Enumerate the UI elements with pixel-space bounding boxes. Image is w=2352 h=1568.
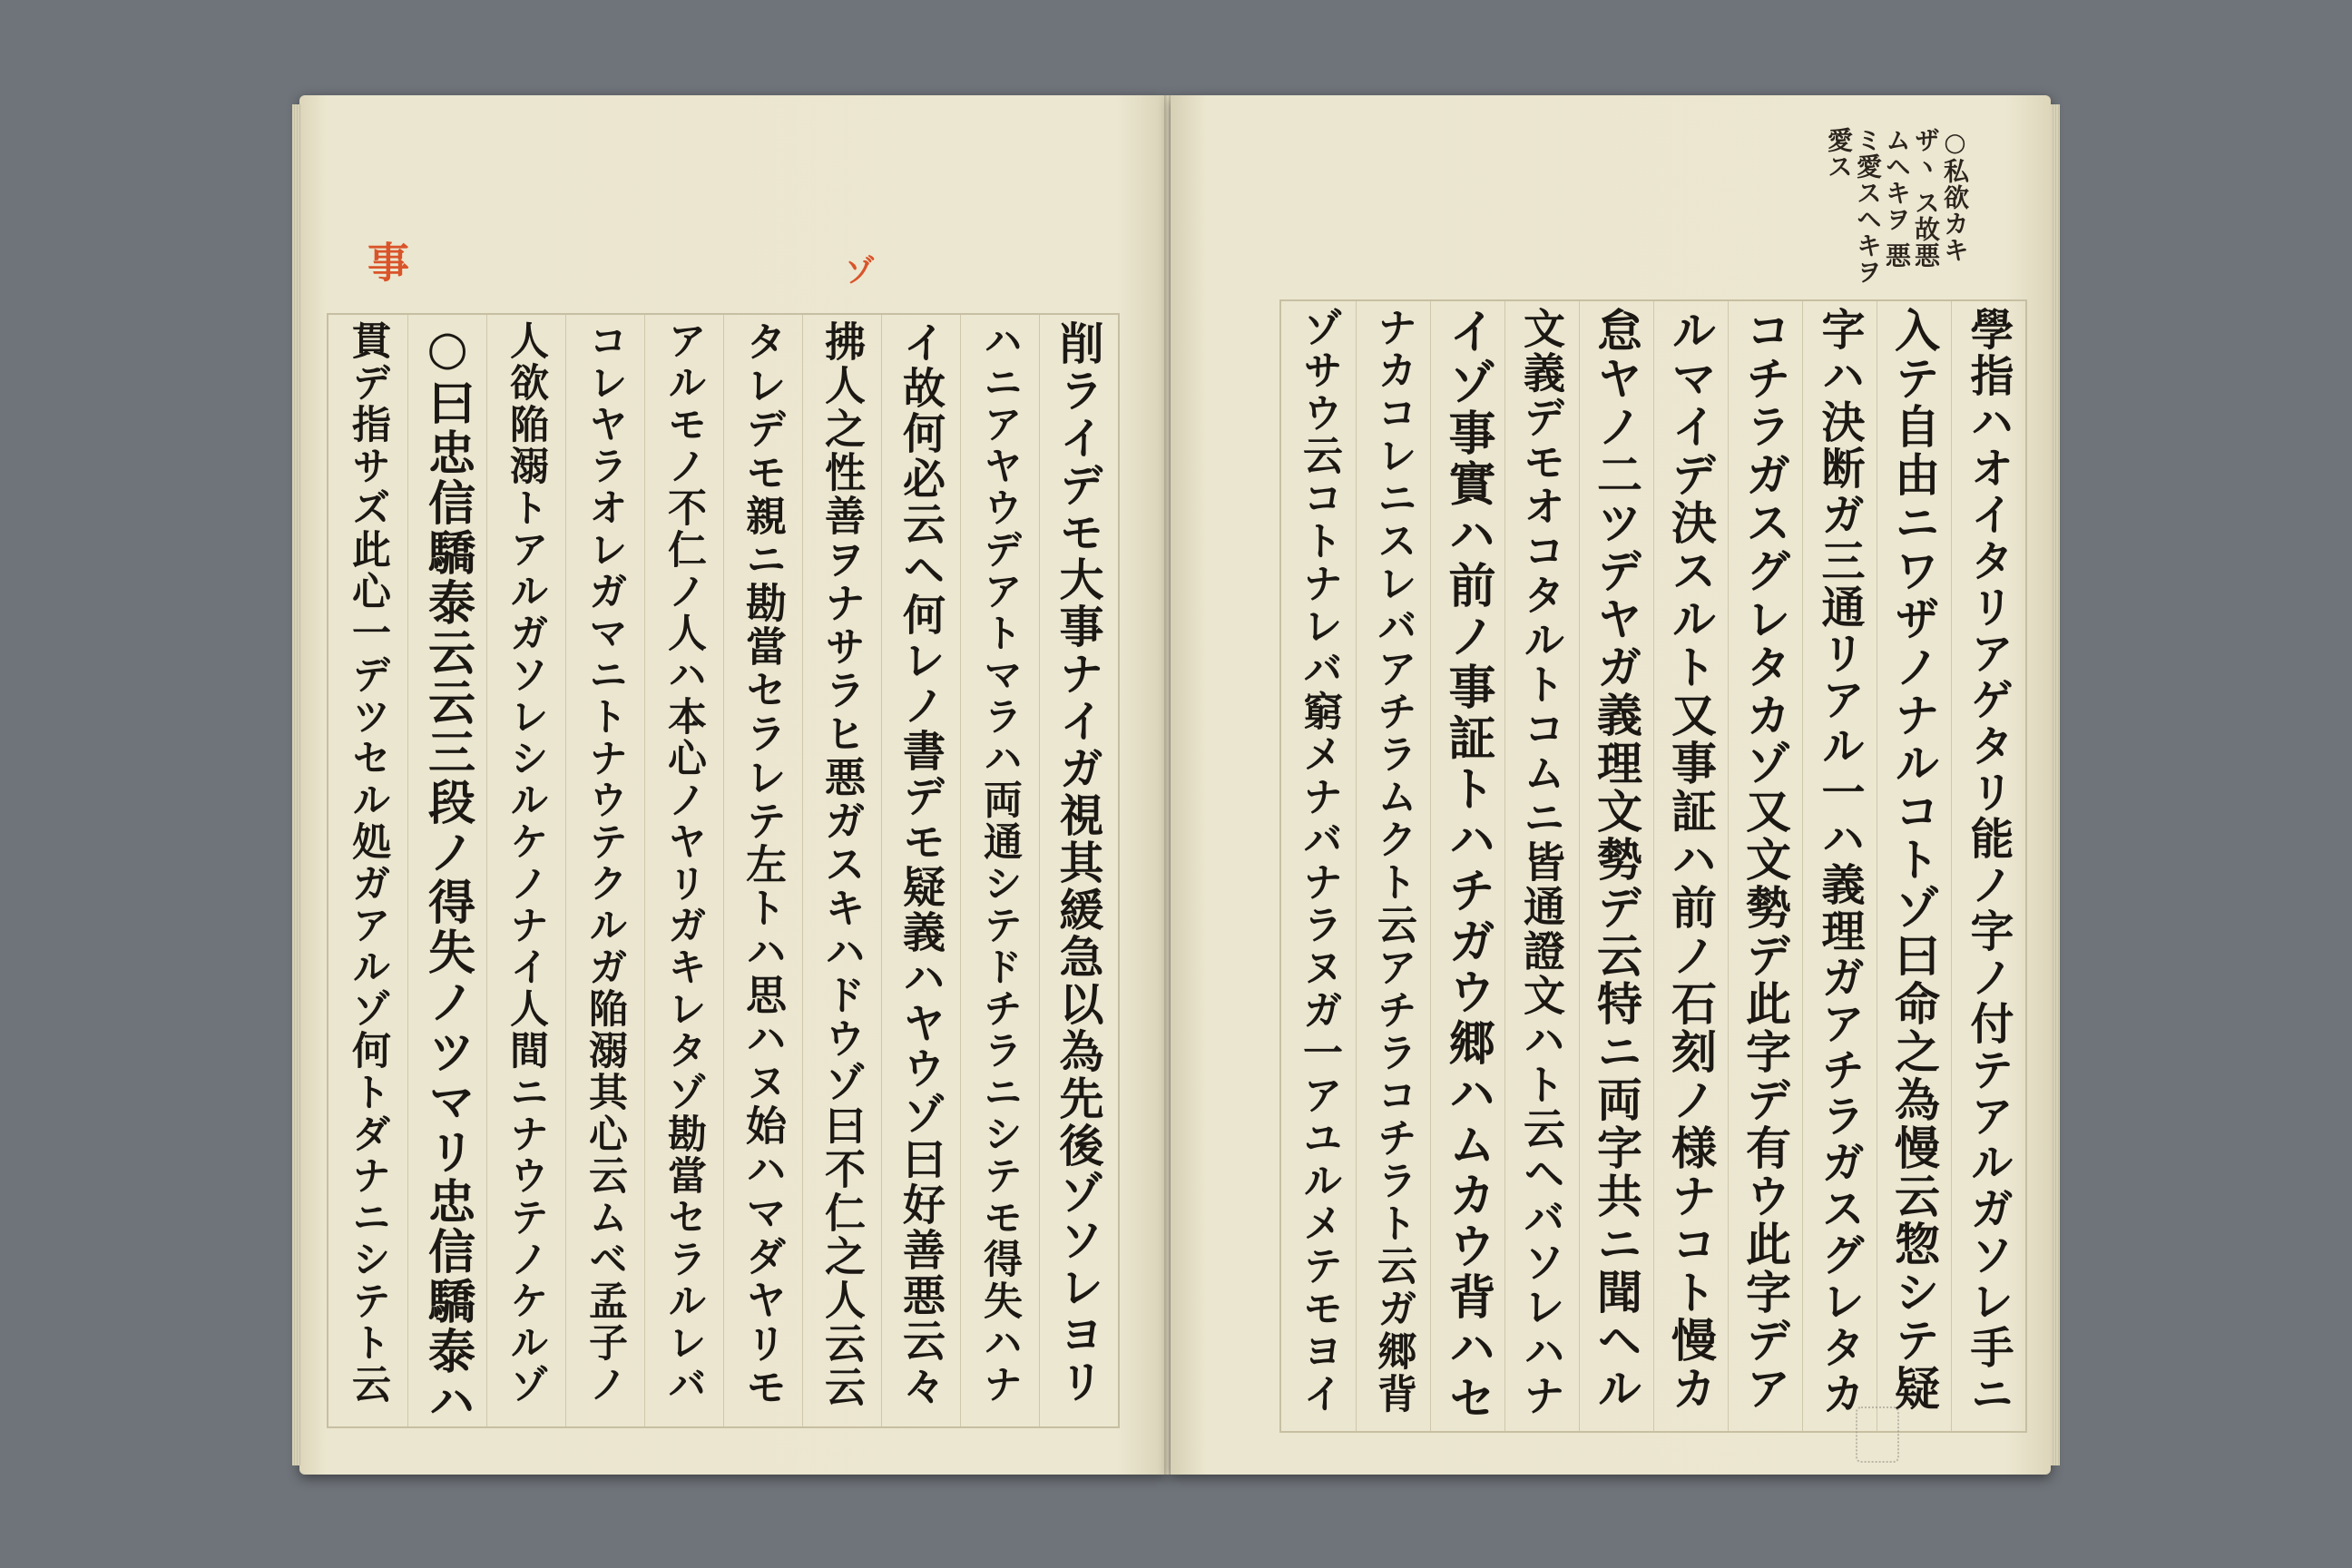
left-page-edge (292, 104, 301, 1465)
left-column-9: ○曰忠信驕泰云云三段ノ得失ノツマリ忠信驕泰ハ (419, 320, 475, 1426)
column-rule (1653, 301, 1654, 1431)
right-page-text-frame (1279, 299, 2027, 1433)
right-page (1171, 95, 2051, 1475)
right-column-5: ルマイデ決スルト又事証ハ前ノ石刻ノ様ナコト慢カ (1664, 307, 1718, 1413)
open-book (299, 95, 2051, 1475)
left-column-10: 貫デ指サズ此心一デツセル処ガアルゾ何トダナニシテト云 (346, 320, 391, 1406)
left-column-6: アルモノ不仁ノ人ハ本心ノヤリガキレタゾ勘當セラルレバ (662, 320, 707, 1406)
right-page-edge (2051, 104, 2060, 1465)
right-column-10: ゾサウ云コトナレバ窮メナバナラヌガ一アユルメテモヨイ (1296, 307, 1342, 1416)
left-column-8: 人欲陥溺トアルガソレシルケノナイ人間ニナウテノケルゾ (504, 320, 549, 1406)
right-column-6: 怠ヤノ二ツデヤガ義理文勢デ云特ニ両字共ニ聞ヘル (1590, 307, 1643, 1413)
right-column-2: 入テ自由ニワザノナルコトゾ曰命之為慢云惣シテ疑 (1887, 307, 1941, 1413)
left-page (299, 95, 1166, 1475)
column-rule (1039, 315, 1040, 1426)
column-rule (1802, 301, 1803, 1431)
column-rule (802, 315, 803, 1426)
column-rule (486, 315, 487, 1426)
margin-note-line-2: ス故悪ムヘキヲ (1882, 127, 1941, 269)
margin-note-line-4: 愛ス (1824, 127, 1854, 180)
column-rule (1579, 301, 1580, 1431)
left-column-2: ハニアヤウデアトマラハ両通シテドチラニシテモ得失ハナ (977, 320, 1023, 1406)
left-column-4: 拂人之性善ヲナサラヒ悪ガスキハドウゾ曰不仁之人云云 (818, 320, 866, 1409)
right-column-4: コチラガスグレタカゾ又文勢デ此字デ有ウ此字デア (1739, 307, 1792, 1413)
right-column-7: 文義デモオコタルトコムニ皆通證文ハト云ヘバソレハナ (1517, 307, 1566, 1418)
left-column-7: コレヤラオレガマニトナウテクルガ陥溺其心云ムベ孟子ノ (583, 320, 628, 1406)
column-rule (881, 315, 882, 1426)
faint-stamp-mark (1856, 1406, 1899, 1463)
right-column-1: 學指ハオイタリアゲタリ能ノ字ノ付テアルガソレ手ニ (1963, 307, 2014, 1417)
left-page-red-marker-middle: ゾ (838, 254, 875, 285)
right-column-8: イゾ事實ハ前ノ事証トハチガウ郷ハムカウ背ハセ (1440, 307, 1495, 1425)
column-rule (1430, 301, 1431, 1431)
column-rule (1504, 301, 1505, 1431)
column-rule (407, 315, 408, 1426)
right-column-3: 字ハ決断ガ三通リアル一ハ義理ガアチラガスグレタカ (1814, 307, 1865, 1417)
margin-note-line-3: 悪ミ愛スヘキヲ (1853, 127, 1912, 285)
margin-note-line-1: ○私欲カキザヽ (1911, 127, 1970, 263)
left-page-text-frame (327, 313, 1120, 1428)
left-page-red-marker-top: 事 (361, 240, 410, 282)
column-rule (1951, 301, 1952, 1431)
right-column-9: ナカコレニスレバアチラムクト云アチラコチラト云ガ郷背 (1370, 307, 1416, 1416)
left-column-3: イ故何必云ヘ何レノ書デモ疑義ハヤウゾ曰好善悪云々 (896, 320, 946, 1409)
left-column-5: タレデモ親ニ勘當セラレテ左トハ思ハヌ始ハマダヤリモ (739, 320, 787, 1409)
left-column-1: 削ライデモ大事ナイガ視其緩急以為先後ゾソレヨリ (1053, 320, 1105, 1406)
column-rule (723, 315, 724, 1426)
column-rule (960, 315, 961, 1426)
right-page-margin-note (1824, 127, 1969, 290)
column-rule (644, 315, 645, 1426)
column-rule (1356, 301, 1357, 1431)
column-rule (565, 315, 566, 1426)
column-rule (1728, 301, 1729, 1431)
